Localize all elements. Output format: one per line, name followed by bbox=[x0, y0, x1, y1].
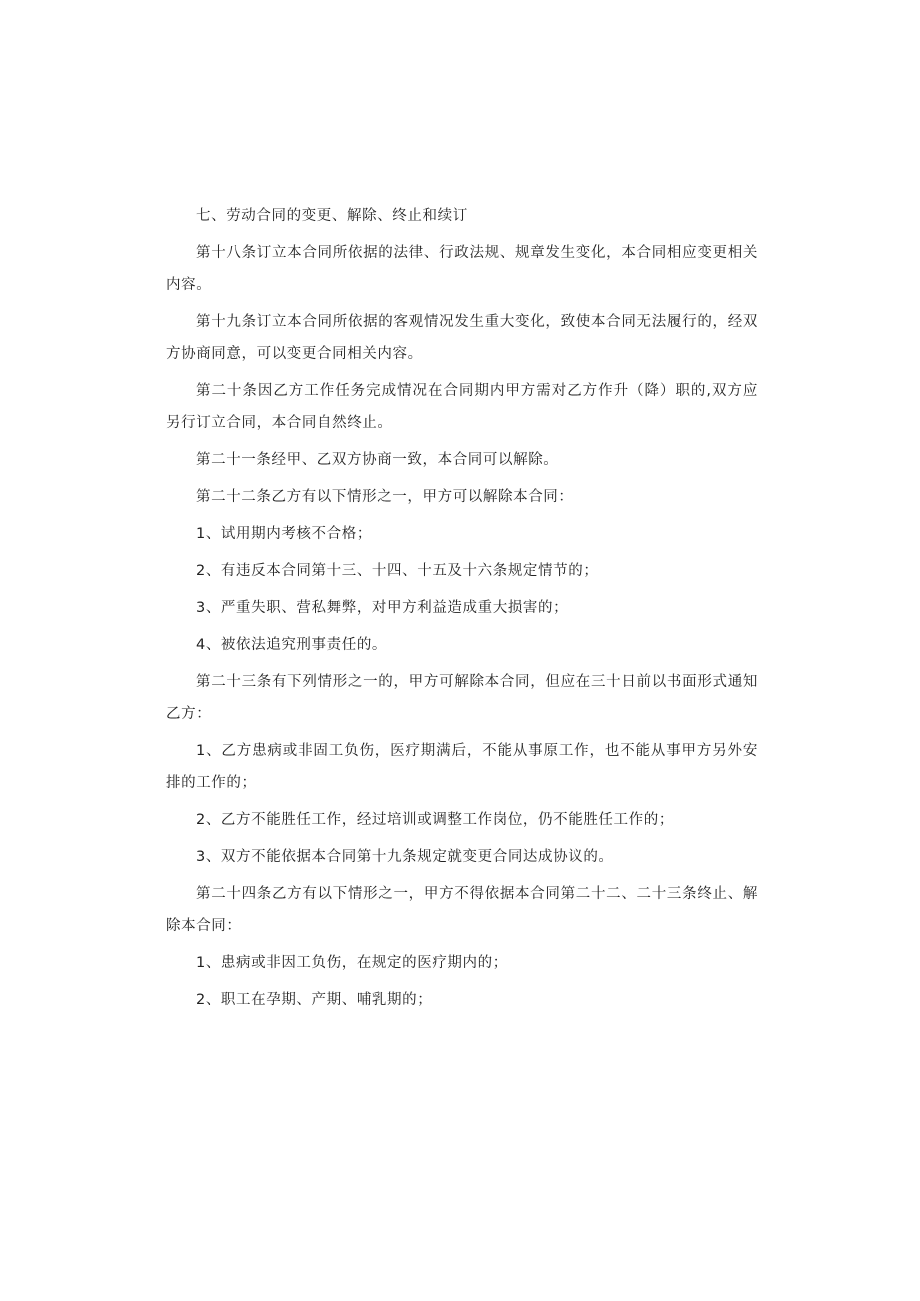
article-20: 第二十条因乙方工作任务完成情况在合同期内甲方需对乙方作升（降）职的,双方应另行订立合同，本合同自然终止。 bbox=[166, 383, 758, 431]
article-23: 第二十三条有下列情形之一的，甲方可解除本合同，但应在三十日前以书面形式通知乙方： bbox=[166, 674, 758, 722]
section-heading: 七、劳动合同的变更、解除、终止和续订 bbox=[196, 208, 468, 224]
article-21: 第二十一条经甲、乙双方协商一致，本合同可以解除。 bbox=[196, 452, 559, 468]
article-22-item-2: 2、有违反本合同第十三、十四、十五及十六条规定情节的； bbox=[196, 563, 599, 579]
article-18: 第十八条订立本合同所依据的法律、行政法规、规章发生变化，本合同相应变更相关内容。 bbox=[166, 245, 758, 293]
article-23-item-2: 2、乙方不能胜任工作，经过培训或调整工作岗位，仍不能胜任工作的； bbox=[196, 812, 674, 828]
article-23-item-3: 3、双方不能依据本合同第十九条规定就变更合同达成协议的。 bbox=[196, 849, 614, 865]
article-22-item-1: 1、试用期内考核不合格； bbox=[196, 526, 372, 542]
article-23-item-1: 1、乙方患病或非固工负伤，医疗期满后，不能从事原工作，也不能从事甲方另外安排的工作的； bbox=[166, 743, 758, 791]
article-24: 第二十四条乙方有以下情形之一，甲方不得依据本合同第二十二、二十三条终止、解除本合同： bbox=[166, 886, 758, 934]
article-24-item-2: 2、职工在孕期、产期、哺乳期的； bbox=[196, 992, 433, 1008]
article-24-item-1: 1、患病或非因工负伤，在规定的医疗期内的； bbox=[196, 955, 508, 971]
document-page bbox=[166, 200, 758, 1016]
article-22-item-4: 4、被依法追究刑事责任的。 bbox=[196, 637, 388, 653]
article-22: 第二十二条乙方有以下情形之一，甲方可以解除本合同： bbox=[196, 489, 574, 505]
article-19: 第十九条订立本合同所依据的客观情况发生重大变化，致使本合同无法履行的，经双方协商同意，可以变更合同相关内容。 bbox=[166, 314, 758, 362]
article-22-item-3: 3、严重失职、营私舞弊，对甲方利益造成重大损害的； bbox=[196, 600, 569, 616]
